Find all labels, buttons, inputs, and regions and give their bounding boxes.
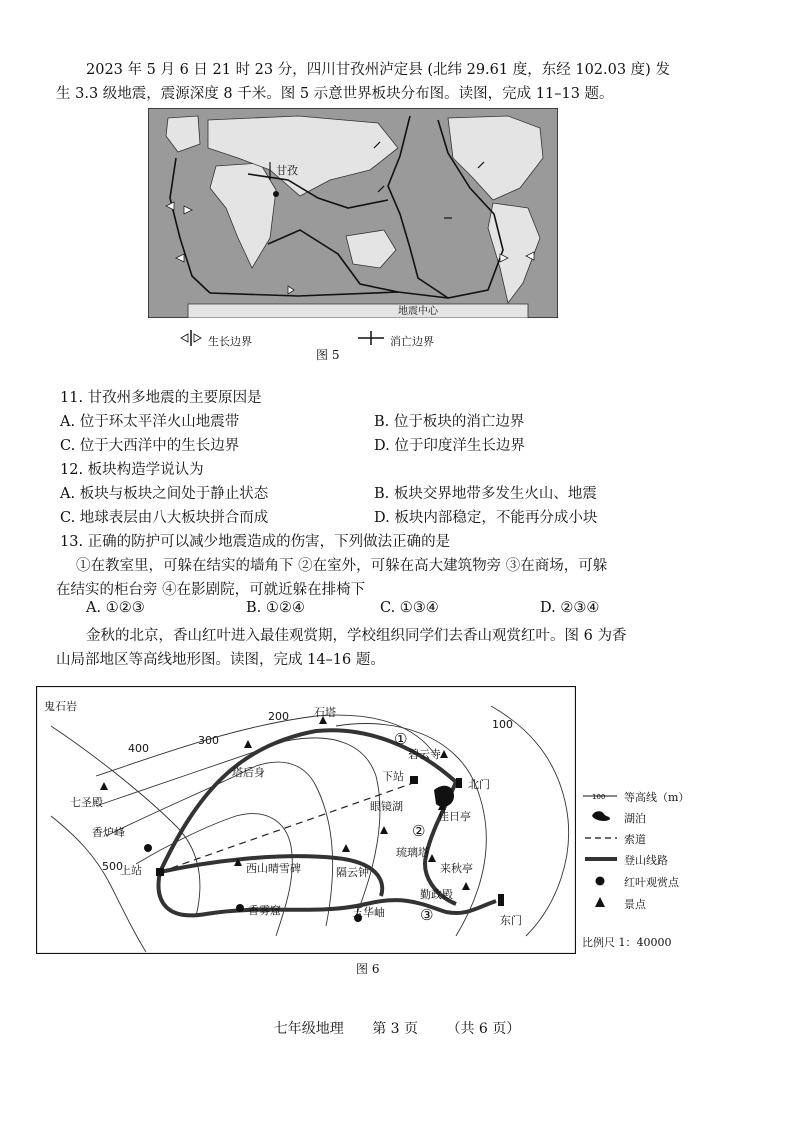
intro2-line-1: 金秋的北京，香山红叶进入最佳观赏期，学校组织同学们去香山观赏红叶。图 6 为香	[86, 628, 627, 644]
label-laiqiuting: 来秋亭	[440, 862, 473, 875]
redleaf-xiangwuku	[236, 904, 244, 912]
gate-beimen	[456, 778, 462, 788]
label-shangzhan: 上站	[120, 864, 142, 877]
label-tahousheng: 塔后身	[232, 766, 265, 779]
intro-line-1: 2023 年 5 月 6 日 21 时 23 分，四川甘孜州泸定县 (北纬 29.61 度，东经 102.03 度) 发	[86, 62, 670, 78]
gate-dongmen	[498, 894, 504, 906]
legend6-contour-number: 100	[592, 793, 606, 801]
legend6-contour-symbol	[582, 790, 618, 802]
label-guishiya: 鬼石岩	[44, 700, 77, 713]
figure-6-contour-map	[36, 686, 576, 954]
q13-option-b: B. ①②④	[246, 600, 305, 616]
legend6-cable-symbol	[584, 834, 618, 842]
antarctica	[188, 304, 528, 318]
intro-line-2: 生 3.3 级地震，震源深度 8 千米。图 5 示意世界板块分布图。读图，完成 11–13 题。	[56, 86, 614, 102]
q11-option-d: D. 位于印度洋生长边界	[374, 438, 525, 454]
legend6-scale: 比例尺 1：40000	[582, 936, 672, 949]
legend6-redleaf-symbol	[594, 875, 606, 887]
q11-option-a: A. 位于环太平洋火山地震带	[60, 414, 240, 430]
legend6-lake-label: 湖泊	[624, 812, 646, 825]
legend-growth-symbol	[178, 328, 204, 348]
q12-option-c: C. 地球表层由八大板块拼合而成	[60, 510, 269, 526]
redleaf-xianglufeng	[144, 844, 152, 852]
q12-option-a: A. 板块与板块之间处于静止状态	[60, 486, 269, 502]
intro2-line-2: 山局部地区等高线地形图。读图，完成 14–16 题。	[56, 652, 385, 668]
footer-page: 第 3 页	[372, 1021, 418, 1037]
station-xia	[410, 776, 418, 784]
q13-option-d: D. ②③④	[540, 600, 600, 616]
q12-option-d: D. 板块内部稳定，不能再分成小块	[374, 510, 598, 526]
label-qinzhengdian: 勤政殿	[420, 888, 453, 901]
label-shita: 石塔	[314, 706, 336, 719]
label-yanjinghu: 眼镜湖	[370, 800, 403, 813]
legend6-route-label: 登山线路	[624, 854, 668, 867]
earthquake-center-dot	[273, 191, 279, 197]
label-earthquake-center: 地震中心	[398, 306, 438, 317]
label-contour-100: 100	[492, 718, 513, 731]
q13-option-a: A. ①②③	[86, 600, 145, 616]
label-xiangwuku: 香雾窟	[248, 904, 281, 917]
label-beimen: 北门	[468, 778, 490, 791]
footer-total: （共 6 页）	[446, 1021, 521, 1037]
q13-line-1: ①在教室里，可躲在结实的墙角下 ②在室外，可躲在高大建筑物旁 ③在商场，可躲	[76, 558, 608, 574]
footer-subject: 七年级地理	[273, 1021, 344, 1037]
legend6-redleaf-label: 红叶观赏点	[624, 876, 679, 889]
page-footer	[0, 1018, 794, 1038]
q12-stem: 12. 板块构造学说认为	[60, 462, 204, 478]
label-geyunzhong: 隔云钟	[336, 866, 369, 879]
label-jiarting: 佳日亭	[438, 810, 471, 823]
figure-6-caption: 图 6	[356, 962, 380, 976]
figure-5-plate-map	[148, 108, 558, 318]
q12-option-b: B. 板块交界地带多发生火山、地震	[374, 486, 597, 502]
label-qishengdian: 七圣殿	[70, 796, 103, 809]
station-shang	[156, 868, 164, 876]
legend6-scenic-label: 景点	[624, 898, 646, 911]
q11-option-b: B. 位于板块的消亡边界	[374, 414, 525, 430]
q11-option-c: C. 位于大西洋中的生长边界	[60, 438, 240, 454]
label-liulita: 琉璃塔	[396, 846, 429, 859]
label-biyunsi: 碧云寺	[408, 748, 441, 761]
q11-stem: 11. 甘孜州多地震的主要原因是	[60, 390, 262, 406]
label-xianglufeng: 香炉峰	[92, 826, 125, 839]
legend6-lake-symbol	[590, 808, 612, 822]
q13-stem: 13. 正确的防护可以减少地震造成的伤害，下列做法正确的是	[60, 534, 451, 550]
legend-growth-label: 生长边界	[208, 335, 252, 348]
label-xishan: 西山晴雪碑	[246, 862, 301, 875]
marker-3: ③	[420, 906, 434, 924]
label-xiazhan: 下站	[382, 770, 404, 783]
label-contour-300: 300	[198, 734, 219, 747]
label-ganzi: 甘孜	[276, 164, 298, 177]
legend-subduct-label: 消亡边界	[390, 335, 434, 348]
label-yuhuaxiu: 玉华岫	[352, 906, 385, 919]
legend-subduct-symbol	[356, 328, 386, 348]
marker-2: ②	[412, 822, 426, 840]
marker-1: ①	[394, 730, 408, 748]
label-contour-200: 200	[268, 710, 289, 723]
label-dongmen: 东门	[500, 914, 522, 927]
label-contour-400: 400	[128, 742, 149, 755]
q13-line-2: 在结实的柜台旁 ④在影剧院，可就近躲在排椅下	[56, 582, 366, 598]
figure-5-caption: 图 5	[316, 348, 340, 362]
legend6-cable-label: 索道	[624, 833, 646, 846]
q13-option-c: C. ①③④	[380, 600, 439, 616]
legend6-scenic-symbol	[594, 896, 606, 908]
label-contour-500: 500	[102, 860, 123, 873]
legend6-contour-label: 等高线（m）	[624, 791, 690, 804]
legend6-route-symbol	[584, 855, 618, 863]
